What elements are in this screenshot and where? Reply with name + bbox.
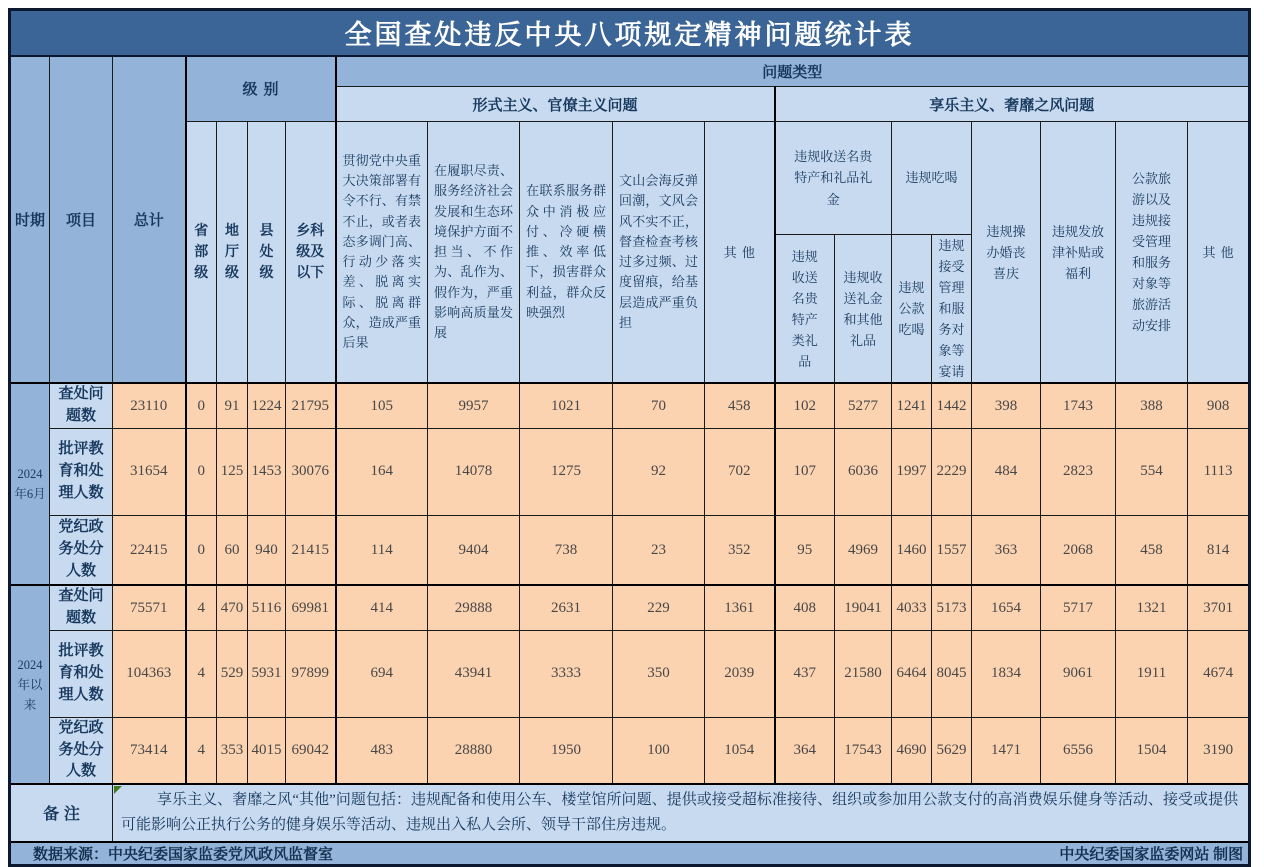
note-label: 备注 [10, 784, 113, 842]
data-cell: 3190 [1188, 717, 1250, 784]
data-cell: 388 [1116, 383, 1188, 428]
header-row-3 [10, 122, 1250, 235]
col-header-county-level: 县处级 [248, 122, 286, 384]
note-text: 享乐主义、奢靡之风“其他”问题包括：违规配备和使用公车、楼堂馆所问题、提供或接受超标准接待、组织或参加用公款支付的高消费娱乐健身等活动、接受或提供可能影响公正执行公务的健身娱乐等活动、违规出入私人会所、领导干部住房违规。 [121, 792, 1239, 833]
data-cell: 73414 [113, 717, 186, 784]
data-cell: 23 [613, 515, 705, 585]
header-row-1 [10, 56, 1250, 87]
data-cell: 0 [186, 383, 217, 428]
data-cell: 4 [186, 585, 217, 630]
data-cell: 125 [217, 428, 248, 515]
data-cell: 353 [217, 717, 248, 784]
data-cell: 70 [613, 383, 705, 428]
table-row [10, 585, 1250, 630]
data-cell: 483 [336, 717, 428, 784]
data-cell: 2229 [932, 428, 972, 515]
data-cell: 702 [705, 428, 775, 515]
data-cell: 1224 [248, 383, 286, 428]
data-cell: 60 [217, 515, 248, 585]
data-source-label: 数据来源：中央纪委国家监委党风政风监督室 [33, 846, 334, 863]
data-cell: 1275 [520, 428, 613, 515]
data-cell: 1834 [972, 630, 1041, 717]
col-header-specialty-gifts: 违规收送名贵特产类礼品 [775, 235, 835, 384]
chart-credit-label: 中央纪委国家监委网站 制图 [1059, 846, 1244, 863]
col-header-public-funded-travel: 公款旅游以及违规接受管理和服务对象等旅游活动安排 [1116, 122, 1188, 384]
data-cell: 908 [1188, 383, 1250, 428]
data-cell: 4 [186, 717, 217, 784]
col-header-township-level: 乡科级及以下 [286, 122, 336, 384]
data-cell: 470 [217, 585, 248, 630]
data-cell: 8045 [932, 630, 972, 717]
data-cell: 17543 [835, 717, 892, 784]
row-metric-label: 党纪政务处分人数 [50, 515, 113, 585]
table-row [10, 630, 1250, 717]
data-cell: 23110 [113, 383, 186, 428]
data-cell: 484 [972, 428, 1041, 515]
col-group-dining: 违规吃喝 [892, 122, 972, 235]
col-header-public-funds-dining: 违规公款吃喝 [892, 235, 932, 384]
cell-corner-flag-icon [114, 786, 122, 794]
data-cell: 814 [1188, 515, 1250, 585]
col-header-item: 项目 [50, 56, 113, 384]
table-row [10, 383, 1250, 428]
data-cell: 1453 [248, 428, 286, 515]
data-cell: 1557 [932, 515, 972, 585]
data-cell: 107 [775, 428, 835, 515]
data-cell: 1113 [1188, 428, 1250, 515]
data-cell: 5277 [835, 383, 892, 428]
col-group-gifts: 违规收送名贵特产和礼品礼金 [775, 122, 892, 235]
col-header-total: 总计 [113, 56, 186, 384]
data-cell: 6464 [892, 630, 932, 717]
row-group-period: 2024年以来 [10, 585, 50, 784]
col-header-formalism-3: 在联系服务群众中消极应付、冷硬横推、效率低下，损害群众利益，群众反映强烈 [520, 122, 613, 384]
row-metric-label: 批评教育和处理人数 [50, 428, 113, 515]
data-cell: 19041 [835, 585, 892, 630]
data-cell: 21580 [835, 630, 892, 717]
data-cell: 9957 [428, 383, 520, 428]
data-cell: 940 [248, 515, 286, 585]
data-cell: 30076 [286, 428, 336, 515]
footer-bar [10, 842, 1250, 866]
note-cell [113, 784, 1250, 842]
data-cell: 2039 [705, 630, 775, 717]
col-header-allowances-welfare: 违规发放津补贴或福利 [1041, 122, 1116, 384]
data-cell: 114 [336, 515, 428, 585]
col-header-formalism-4: 文山会海反弹回潮，文风会风不实不正，督查检查考核过多过频、过度留痕，给基层造成严重负担 [613, 122, 705, 384]
col-header-formalism-1: 贯彻党中央重大决策部署有令不行、有禁不止，或者表态多调门高、行动少落实差、脱离实际、脱离群众，造成严重后果 [336, 122, 428, 384]
data-cell: 408 [775, 585, 835, 630]
data-cell: 164 [336, 428, 428, 515]
row-metric-label: 党纪政务处分人数 [50, 717, 113, 784]
col-header-hedonism-other: 其他 [1188, 122, 1250, 384]
row-group-period: 2024年6月 [10, 383, 50, 585]
data-cell: 69981 [286, 585, 336, 630]
statistics-table [8, 8, 1251, 867]
data-cell: 738 [520, 515, 613, 585]
data-cell: 97899 [286, 630, 336, 717]
data-cell: 1950 [520, 717, 613, 784]
data-cell: 95 [775, 515, 835, 585]
data-cell: 1654 [972, 585, 1041, 630]
footer-row [10, 842, 1250, 866]
data-cell: 5931 [248, 630, 286, 717]
data-cell: 1021 [520, 383, 613, 428]
title-row [10, 10, 1250, 56]
data-cell: 91 [217, 383, 248, 428]
data-cell: 458 [1116, 515, 1188, 585]
data-cell: 0 [186, 515, 217, 585]
row-metric-label: 批评教育和处理人数 [50, 630, 113, 717]
data-cell: 364 [775, 717, 835, 784]
data-cell: 350 [613, 630, 705, 717]
col-group-formalism: 形式主义、官僚主义问题 [336, 87, 775, 122]
data-cell: 5629 [932, 717, 972, 784]
col-header-formalism-other: 其他 [705, 122, 775, 384]
data-cell: 1321 [1116, 585, 1188, 630]
data-cell: 6556 [1041, 717, 1116, 784]
data-cell: 4674 [1188, 630, 1250, 717]
table-row [10, 717, 1250, 784]
data-cell: 2068 [1041, 515, 1116, 585]
data-cell: 554 [1116, 428, 1188, 515]
data-cell: 104363 [113, 630, 186, 717]
data-cell: 9061 [1041, 630, 1116, 717]
col-header-formalism-2: 在履职尽责、服务经济社会发展和生态环境保护方面不担当、不作为、乱作为、假作为，严重影响高质量发展 [428, 122, 520, 384]
data-cell: 43941 [428, 630, 520, 717]
table-row [10, 428, 1250, 515]
data-cell: 5717 [1041, 585, 1116, 630]
data-cell: 458 [705, 383, 775, 428]
data-cell: 529 [217, 630, 248, 717]
data-cell: 1361 [705, 585, 775, 630]
table-row [10, 515, 1250, 585]
data-cell: 4015 [248, 717, 286, 784]
data-cell: 1471 [972, 717, 1041, 784]
data-cell: 21795 [286, 383, 336, 428]
data-cell: 1054 [705, 717, 775, 784]
col-header-weddings-funerals: 违规操办婚丧喜庆 [972, 122, 1041, 384]
col-header-period: 时期 [10, 56, 50, 384]
data-cell: 14078 [428, 428, 520, 515]
data-cell: 4033 [892, 585, 932, 630]
col-header-banquet-acceptance: 违规接受管理和服务对象等宴请 [932, 235, 972, 384]
col-header-cash-gifts: 违规收送礼金和其他礼品 [835, 235, 892, 384]
data-cell: 28880 [428, 717, 520, 784]
data-cell: 1241 [892, 383, 932, 428]
data-cell: 102 [775, 383, 835, 428]
data-cell: 2631 [520, 585, 613, 630]
data-cell: 1460 [892, 515, 932, 585]
data-cell: 75571 [113, 585, 186, 630]
data-cell: 6036 [835, 428, 892, 515]
data-cell: 105 [336, 383, 428, 428]
col-header-prefecture-level: 地厅级 [217, 122, 248, 384]
col-group-level: 级别 [186, 56, 336, 122]
row-metric-label: 查处问题数 [50, 585, 113, 630]
col-group-problem-type: 问题类型 [336, 56, 1250, 87]
data-cell: 92 [613, 428, 705, 515]
data-cell: 1442 [932, 383, 972, 428]
col-group-hedonism: 享乐主义、奢靡之风问题 [775, 87, 1250, 122]
statistics-sheet [8, 8, 1251, 867]
data-cell: 398 [972, 383, 1041, 428]
data-cell: 4 [186, 630, 217, 717]
data-cell: 0 [186, 428, 217, 515]
data-cell: 1997 [892, 428, 932, 515]
page-title: 全国查处违反中央八项规定精神问题统计表 [10, 10, 1250, 56]
data-cell: 694 [336, 630, 428, 717]
data-cell: 5173 [932, 585, 972, 630]
data-cell: 21415 [286, 515, 336, 585]
data-cell: 229 [613, 585, 705, 630]
data-cell: 414 [336, 585, 428, 630]
note-row [10, 784, 1250, 842]
data-cell: 363 [972, 515, 1041, 585]
data-cell: 22415 [113, 515, 186, 585]
data-cell: 1911 [1116, 630, 1188, 717]
data-cell: 9404 [428, 515, 520, 585]
data-cell: 69042 [286, 717, 336, 784]
data-cell: 3333 [520, 630, 613, 717]
data-cell: 100 [613, 717, 705, 784]
data-cell: 4969 [835, 515, 892, 585]
data-cell: 5116 [248, 585, 286, 630]
data-cell: 1743 [1041, 383, 1116, 428]
data-cell: 352 [705, 515, 775, 585]
row-metric-label: 查处问题数 [50, 383, 113, 428]
data-cell: 31654 [113, 428, 186, 515]
data-cell: 2823 [1041, 428, 1116, 515]
data-cell: 3701 [1188, 585, 1250, 630]
data-cell: 437 [775, 630, 835, 717]
data-cell: 29888 [428, 585, 520, 630]
data-cell: 1504 [1116, 717, 1188, 784]
col-header-provincial-level: 省部级 [186, 122, 217, 384]
data-cell: 4690 [892, 717, 932, 784]
